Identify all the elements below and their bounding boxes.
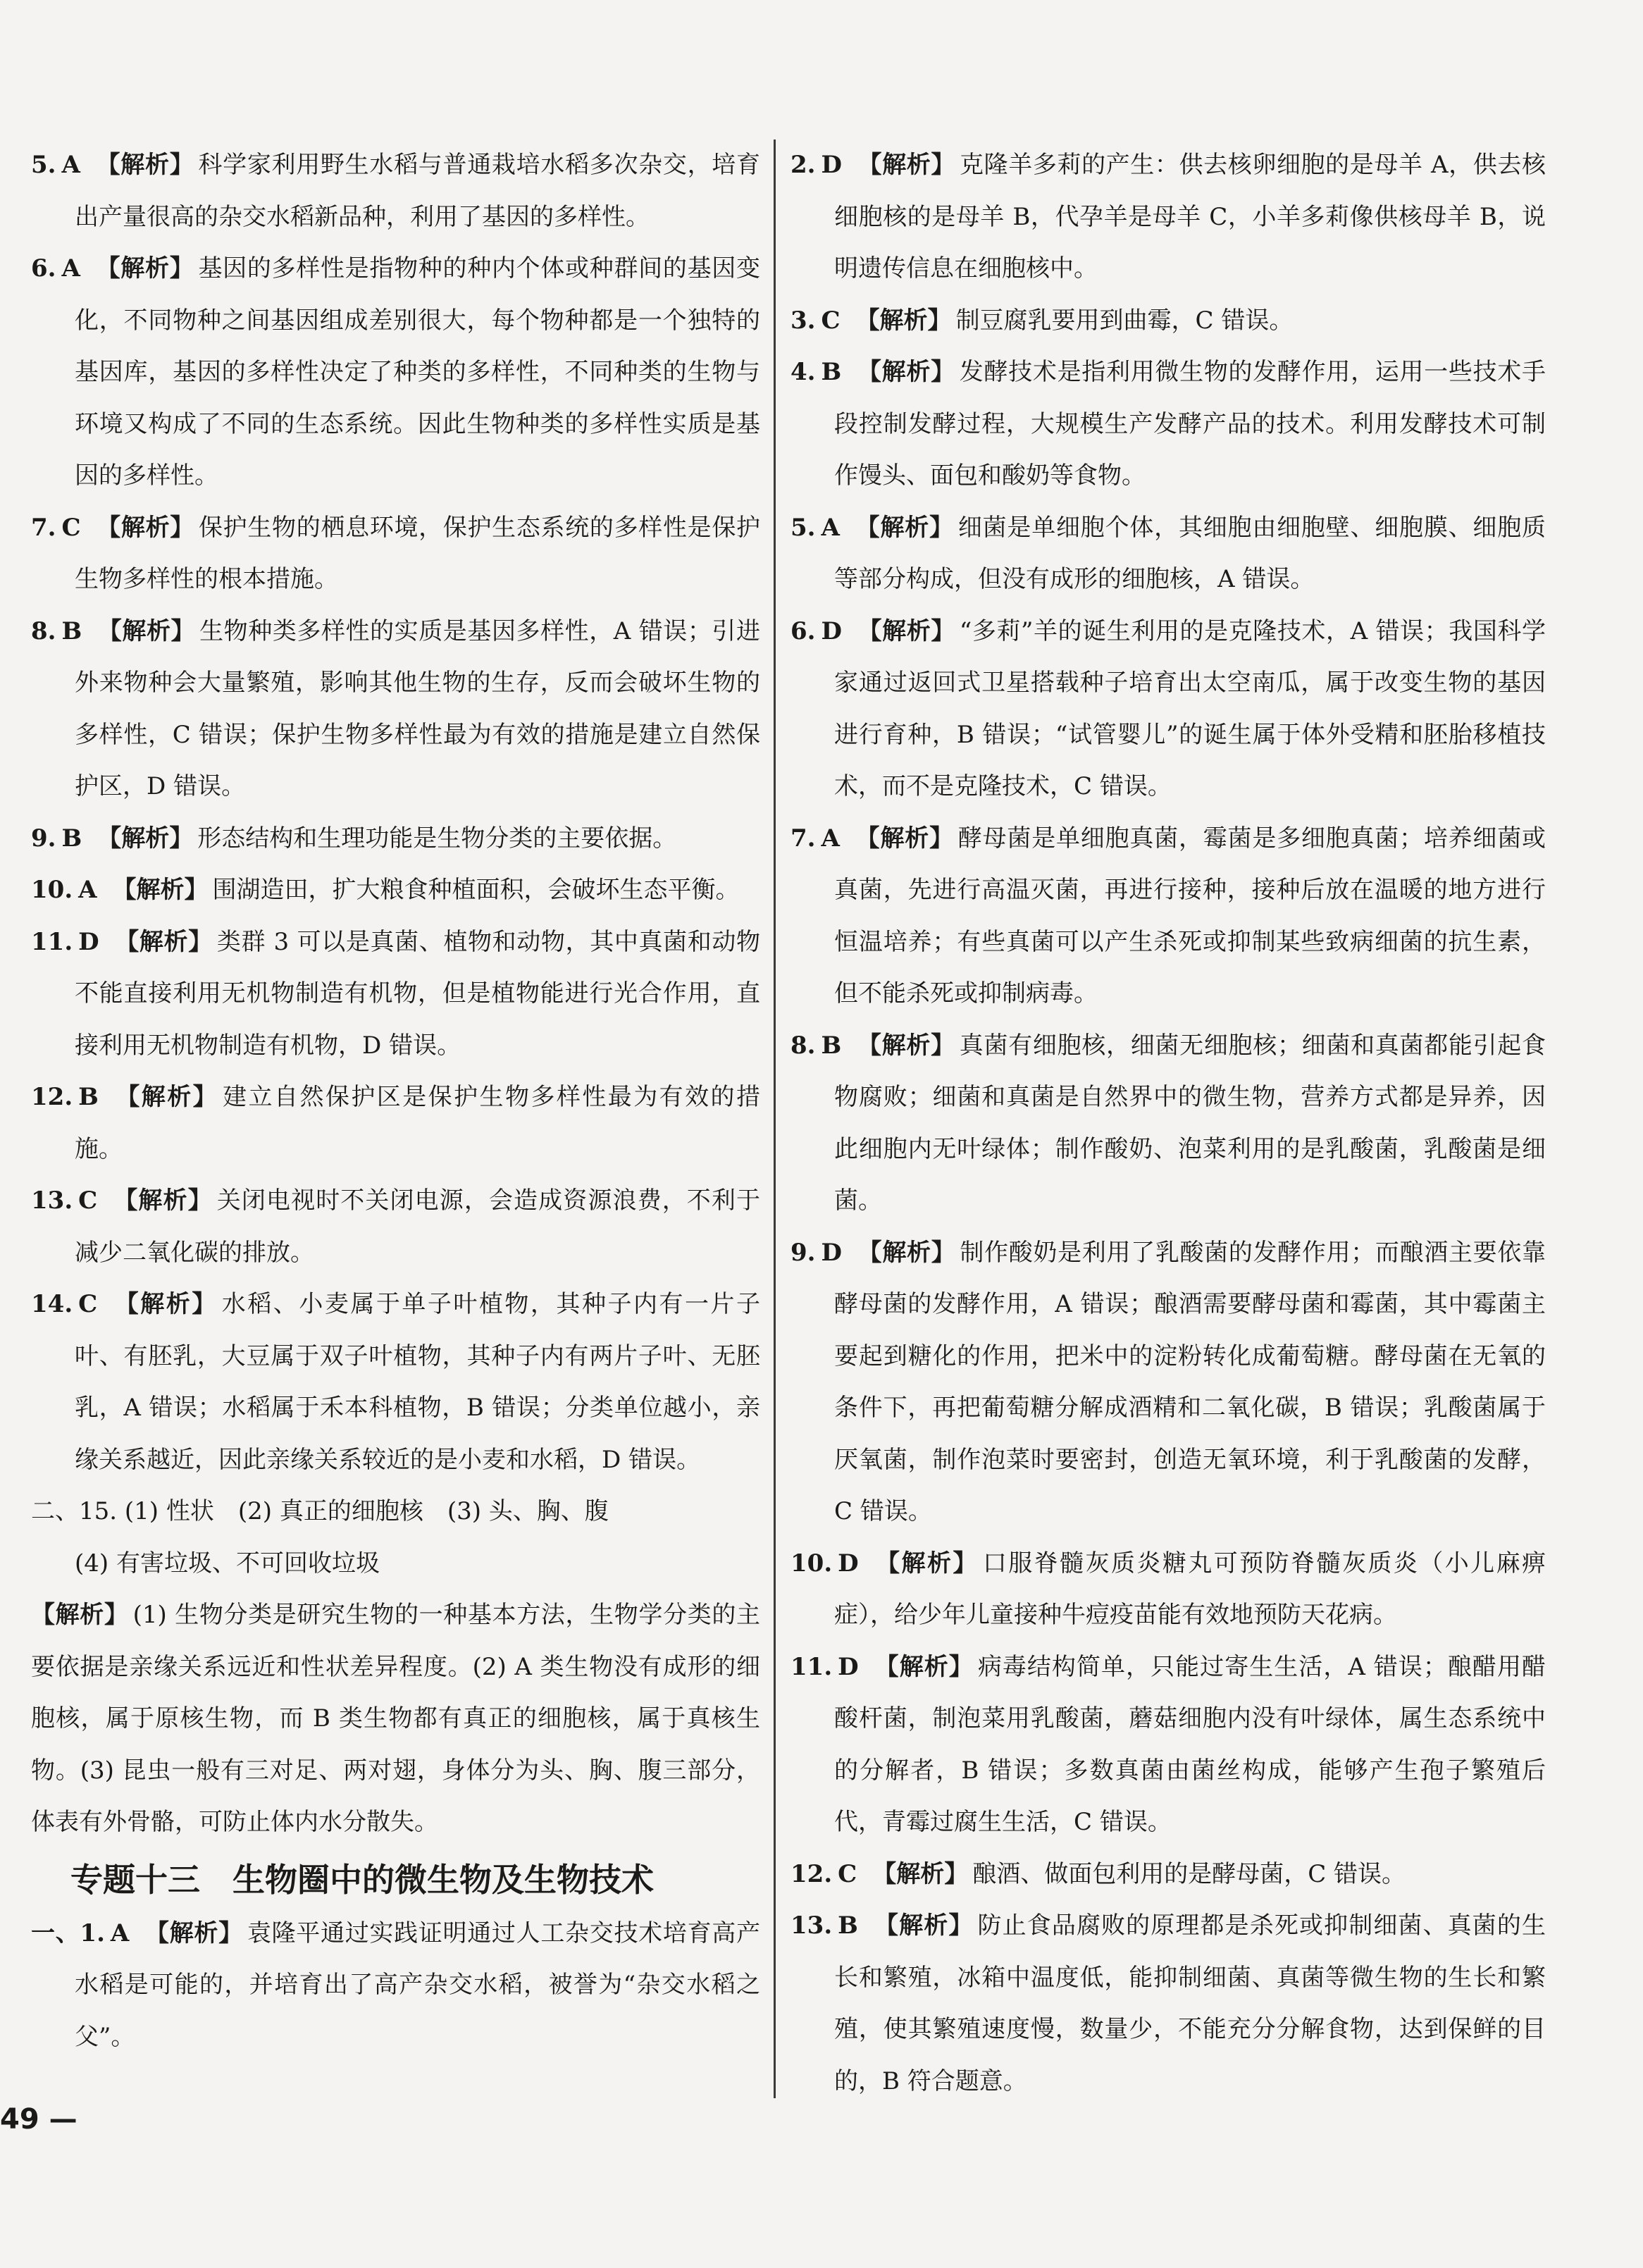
explanation-tag: 【解析】	[855, 824, 954, 853]
answer-number: 12.	[31, 1083, 73, 1111]
right-answer-list	[790, 140, 1546, 2107]
explanation-tag: 【解析】	[857, 1031, 955, 1060]
explanation-text: 基因的多样性是指物种的种内个体或种群间的基因变化，不同物种之间基因组成差别很大，每个物种都是一个独特的基因库，基因的多样性决定了种类的多样性，不同种类的生物与环境又构成了不同的生态系统。因此生物种类的多样性实质是基因的多样性。	[75, 254, 761, 490]
explanation-text: 酵母菌是单细胞真菌，霉菌是多细胞真菌；培养细菌或真菌，先进行高温灭菌，再进行接种，接种后放在温暖的地方进行恒温培养；有些真菌可以产生杀死或抑制某些致病细菌的抗生素，但不能杀死或抑制病毒。	[834, 824, 1546, 1008]
explanation-tag: 【解析】	[97, 616, 196, 645]
explanation-tag: 【解析】	[113, 1083, 219, 1111]
explanation-text: 真菌有细胞核，细菌无细胞核；细菌和真菌都能引起食物腐败；细菌和真菌是自然界中的微生物，营养方式都是异养，因此细胞内无叶绿体；制作酸奶、泡菜利用的是乳酸菌，乳酸菌是细菌。	[834, 1031, 1546, 1215]
page-number: 49 —	[0, 2103, 78, 2136]
answer-choice: A	[110, 1919, 130, 1947]
answer-item	[790, 1538, 1546, 1642]
explanation-text: 袁隆平通过实践证明通过人工杂交技术培育高产水稻是可能的，并培育出了高产杂交水稻，被誉为“杂交水稻之父”。	[75, 1919, 761, 2051]
explanation-tag: 【解析】	[114, 927, 213, 956]
answer-choice: B	[821, 358, 842, 386]
left-answer-list	[31, 140, 760, 1486]
explanation-tag: 【解析】	[857, 616, 955, 645]
answer-number: 4.	[790, 358, 816, 386]
explanation-tag: 【解析】	[874, 1652, 974, 1681]
answer-choice: D	[821, 1238, 842, 1267]
explanation-text: 病毒结构简单，只能过寄生生活，A 错误；酿醋用醋酸杆菌，制泡菜用乳酸菌，蘑菇细胞内没有叶绿体，属生态系统中的分解者，B 错误；多数真菌由菌丝构成，能够产生孢子繁殖后代，青霉过腐生生活，C 错误。	[834, 1652, 1546, 1836]
answer-number: 6.	[790, 616, 816, 645]
explanation-text: 防止食品腐败的原理都是杀死或抑制细菌、真菌的生长和繁殖，冰箱中温度低，能抑制细菌、真菌等微生物的生长和繁殖，使其繁殖速度慢，数量少，不能充分分解食物，达到保鲜的目的，B 符合题意。	[834, 1911, 1546, 2095]
answer-choice: D	[821, 616, 842, 645]
answer-number: 3.	[790, 306, 816, 335]
answer-choice: D	[838, 1549, 859, 1578]
right-column	[790, 140, 1546, 2107]
answer-choice: A	[61, 254, 80, 283]
answer-item	[790, 1020, 1546, 1227]
answer-choice: A	[821, 824, 840, 853]
q15-answer-line-1: 二、15. (1) 性状 (2) 真正的细胞核 (3) 头、胸、腹	[31, 1497, 609, 1525]
answer-choice: C	[78, 1290, 98, 1318]
answer-choice: B	[838, 1911, 858, 1940]
explanation-tag: 【解析】	[857, 151, 956, 179]
answer-number: 5.	[31, 151, 56, 179]
explanation-tag: 【解析】	[855, 306, 952, 335]
answer-number: 7.	[790, 824, 816, 853]
answer-number: 8.	[790, 1031, 816, 1060]
explanation-text: 建立自然保护区是保护生物多样性最为有效的措施。	[75, 1083, 760, 1163]
q15-explanation-text: (1) 生物分类是研究生物的一种基本方法，生物学分类的主要依据是亲缘关系远近和性状差异程度。(2) A 类生物没有成形的细胞核，属于原核生物，而 B 类生物都有真正的细胞核，属于真核生物。(3) 昆虫一般有三对足、两对翅，身体分为头、胸、腹三部分，体表有外骨骼，可防止体内水分散失。	[31, 1601, 761, 1836]
explanation-tag: 【解析】	[112, 876, 209, 904]
answer-number: 10.	[31, 876, 73, 904]
explanation-tag: 【解析】	[855, 513, 954, 542]
answer-number: 一、1.	[31, 1919, 105, 1947]
answer-choice: C	[78, 1186, 98, 1215]
explanation-text: 生物种类多样性的实质是基因多样性，A 错误；引进外来物种会大量繁殖，影响其他生物的生存，反而会破坏生物的多样性，C 错误；保护生物多样性最为有效的措施是建立自然保护区，D 错误。	[75, 616, 760, 800]
answer-item	[790, 295, 1546, 347]
answer-number: 8.	[31, 616, 56, 645]
answer-item	[790, 1900, 1546, 2107]
answer-choice: D	[78, 927, 99, 956]
explanation-tag: 【解析】	[113, 1290, 218, 1318]
explanation-text: 科学家利用野生水稻与普通栽培水稻多次杂交，培育出产量很高的杂交水稻新品种，利用了基因的多样性。	[75, 151, 761, 231]
answer-item	[31, 917, 760, 1072]
explanation-tag: 【解析】	[857, 1238, 956, 1267]
answer-number: 14.	[31, 1290, 73, 1318]
answer-number: 13.	[31, 1186, 73, 1215]
answer-item	[790, 606, 1546, 813]
explanation-tag: 【解析】	[97, 824, 194, 853]
answer-choice: B	[821, 1031, 842, 1060]
explanation-text: 形态结构和生理功能是生物分类的主要依据。	[197, 824, 677, 853]
explanation-tag: 【解析】	[96, 513, 194, 542]
answer-item	[31, 243, 760, 502]
answer-item	[31, 813, 760, 865]
answer-item	[790, 502, 1546, 606]
answer-item	[790, 347, 1546, 502]
explanation-tag: 【解析】	[95, 254, 194, 283]
answer-number: 12.	[790, 1859, 833, 1888]
answer-item	[31, 1279, 760, 1486]
explanation-tag: 【解析】	[31, 1601, 129, 1629]
answer-item	[31, 140, 760, 243]
answer-choice: D	[838, 1652, 859, 1681]
answer-item	[790, 1849, 1546, 1901]
answer-number: 6.	[31, 254, 56, 283]
column-divider	[774, 140, 776, 2098]
answer-choice: B	[78, 1083, 99, 1111]
explanation-tag: 【解析】	[144, 1919, 243, 1947]
explanation-tag: 【解析】	[873, 1911, 974, 1940]
answer-item	[790, 1642, 1546, 1849]
answer-choice: C	[821, 306, 841, 335]
explanation-text: “多莉”羊的诞生利用的是克隆技术，A 错误；我国科学家通过返回式卫星搭载种子培育出太空南瓜，属于改变生物的基因进行育种，B 错误；“试管婴儿”的诞生属于体外受精和胚胎移植技术，而不是克隆技术，C 错误。	[834, 616, 1546, 800]
answer-choice: B	[61, 824, 82, 853]
answer-number: 11.	[31, 927, 73, 956]
explanation-text: 发酵技术是指利用微生物的发酵作用，运用一些技术手段控制发酵过程，大规模生产发酵产品的技术。利用发酵技术可制作馒头、面包和酸奶等食物。	[834, 358, 1546, 490]
explanation-text: 细菌是单细胞个体，其细胞由细胞壁、细胞膜、细胞质等部分构成，但没有成形的细胞核，A 错误。	[834, 513, 1546, 593]
answer-item	[31, 1908, 760, 2064]
explanation-text: 制作酸奶是利用了乳酸菌的发酵作用；而酿酒主要依靠酵母菌的发酵作用，A 错误；酿酒需要酵母菌和霉菌，其中霉菌主要起到糖化的作用，把米中的淀粉转化成葡萄糖。酵母菌在无氧的条件下，再把葡萄糖分解成酒精和二氧化碳，B 错误；乳酸菌属于厌氧菌，制作泡菜时要密封，创造无氧环境，利于乳酸菌的发酵，C 错误。	[834, 1238, 1546, 1525]
answer-number: 10.	[790, 1549, 833, 1578]
answer-item	[31, 1072, 760, 1175]
explanation-tag: 【解析】	[874, 1549, 979, 1578]
answer-item	[31, 502, 760, 606]
answer-number: 13.	[790, 1911, 833, 1940]
explanation-text: 类群 3 可以是真菌、植物和动物，其中真菌和动物不能直接利用无机物制造有机物，但是植物能进行光合作用，直接利用无机物制造有机物，D 错误。	[75, 927, 760, 1060]
explanation-text: 水稻、小麦属于单子叶植物，其种子内有一片子叶、有胚乳，大豆属于双子叶植物，其种子内有两片子叶、无胚乳，A 错误；水稻属于禾本科植物，B 错误；分类单位越小，亲缘关系越近，因此亲缘关系较近的是小麦和水稻，D 错误。	[75, 1290, 761, 1474]
answer-item	[790, 140, 1546, 295]
answer-item	[31, 1175, 760, 1279]
answer-choice: A	[78, 876, 97, 904]
explanation-text: 制豆腐乳要用到曲霉，C 错误。	[955, 306, 1294, 335]
answer-choice: A	[821, 513, 840, 542]
section-heading: 专题十三 生物圈中的微生物及生物技术	[70, 1860, 654, 1899]
answer-number: 9.	[31, 824, 56, 853]
answer-item	[31, 865, 760, 917]
explanation-tag: 【解析】	[95, 151, 194, 179]
explanation-tag: 【解析】	[857, 358, 955, 386]
explanation-text: 保护生物的栖息环境，保护生态系统的多样性是保护生物多样性的根本措施。	[75, 513, 761, 593]
explanation-text: 酿酒、做面包利用的是酵母菌，C 错误。	[972, 1859, 1406, 1888]
answer-item	[790, 1227, 1546, 1538]
q15-explanation	[31, 1590, 760, 1849]
answer-number: 11.	[790, 1652, 833, 1681]
answer-choice: C	[61, 513, 81, 542]
answer-choice: D	[821, 151, 842, 179]
left-column	[31, 140, 760, 2063]
explanation-text: 口服脊髓灰质炎糖丸可预防脊髓灰质炎（小儿麻痹症），给少年儿童接种牛痘疫苗能有效地预防天花病。	[834, 1549, 1546, 1629]
explanation-tag: 【解析】	[113, 1186, 213, 1215]
answer-choice: A	[61, 151, 80, 179]
explanation-text: 关闭电视时不关闭电源，会造成资源浪费，不利于减少二氧化碳的排放。	[75, 1186, 761, 1267]
answer-number: 5.	[790, 513, 816, 542]
explanation-text: 克隆羊多莉的产生：供去核卵细胞的是母羊 A，供去核细胞核的是母羊 B，代孕羊是母羊 C，小羊多莉像供核母羊 B，说明遗传信息在细胞核中。	[834, 151, 1546, 283]
answer-item	[790, 813, 1546, 1020]
answer-item	[31, 606, 760, 813]
explanation-text: 围湖造田，扩大粮食种植面积，会破坏生态平衡。	[212, 876, 740, 904]
answer-number: 2.	[790, 151, 816, 179]
answer-number: 9.	[790, 1238, 816, 1267]
explanation-tag: 【解析】	[872, 1859, 969, 1888]
answer-choice: C	[838, 1859, 857, 1888]
answer-choice: B	[61, 616, 82, 645]
q15-answer-line-2: (4) 有害垃圾、不可回收垃圾	[75, 1549, 380, 1578]
answer-number: 7.	[31, 513, 56, 542]
